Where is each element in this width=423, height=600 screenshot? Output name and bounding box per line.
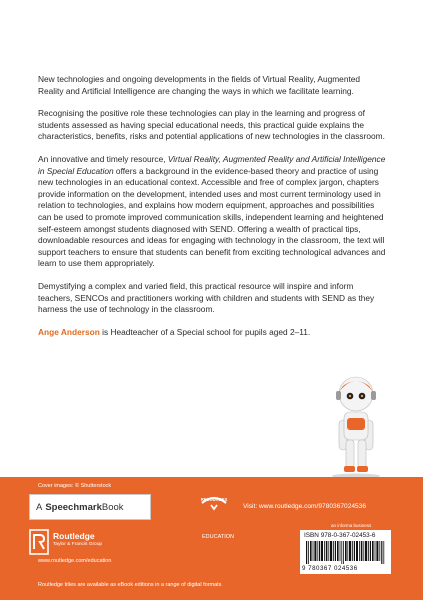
routledge-url: www.routledge.com/education — [38, 558, 112, 564]
speechmark-name: Speechmark — [45, 501, 102, 513]
speechmark-book-logo — [29, 494, 151, 520]
author-bio — [38, 327, 386, 339]
routledge-name: Routledge — [53, 531, 95, 541]
resources-logo-icon — [198, 489, 230, 511]
barcode-panel — [300, 530, 391, 574]
informa-label: an informa business — [331, 523, 372, 528]
barcode-number: 9 780367 024536 — [302, 565, 358, 572]
blurb-paragraph-1: New technologies and ongoing developments in the fields of Virtual Reality, Augmented Reality and Artificial Intelligence are changing the ways in which we facilitate learning. — [38, 74, 361, 96]
author-name: Ange Anderson — [38, 326, 100, 337]
isbn-text: ISBN 978-0-367-02453-6 — [304, 532, 376, 539]
barcode-icon — [306, 541, 386, 564]
routledge-subtitle: Taylor & Francis Group — [53, 542, 103, 547]
blurb-paragraph-4: Demystifying a complex and varied field, this practical resource will inspire and inform teachers, SENCOs and practitioners working with children and students with SEND as they harness the use of technology in the classroom. — [38, 280, 375, 315]
blurb-paragraph-3 — [38, 154, 386, 270]
cover-credit: Cover images: © Shutterstock — [38, 483, 112, 489]
blurb-p3-rest: offers a background in the evidence-based theory and practice of using new technologies in an educational context. Accessible and free of complex jargon, chapters provide information on the development, intended uses and most current terminology used in relation to technologies, and explains how modern equipment, approaches and possibilities can be used to promote improved communication skills, independent learning and heightened self-esteem amongst students diagnosed with SEND. Offering a wealth of practical tips, downloadable resources and ideas for engaging with technology in the classroom, the text will support teachers to ensure that students can benefit from exciting technological advances and learn to use them appropriately. — [38, 165, 386, 269]
blurb-p3-intro: An innovative and timely resource, — [38, 153, 168, 164]
blurb-paragraph-2: Recognising the positive role these technologies can play in the learning and progress of students assessed as having special educational needs, this practical guide explains the characteristics, benefits, risks and potential applications of new technologies in the classroom. — [38, 108, 385, 142]
book-title-italic: Virtual Reality, Augmented Reality and Artificial Intelligence in Special Education — [38, 153, 386, 176]
routledge-logo-icon — [29, 529, 49, 555]
speechmark-a: A — [36, 501, 43, 513]
resources-label: RESOURCES — [200, 497, 228, 502]
blurb — [38, 74, 386, 349]
subject-label: EDUCATION — [202, 534, 234, 540]
ebook-note: Routledge titles are available as eBook editions in a range of digital formats — [38, 582, 222, 588]
robot-image — [325, 368, 387, 478]
visit-url: Visit: www.routledge.com/9780367024536 — [243, 503, 367, 510]
speechmark-book: Book — [101, 501, 124, 513]
author-bio-text: is Headteacher of a Special school for pupils aged 2–11. — [99, 326, 311, 337]
